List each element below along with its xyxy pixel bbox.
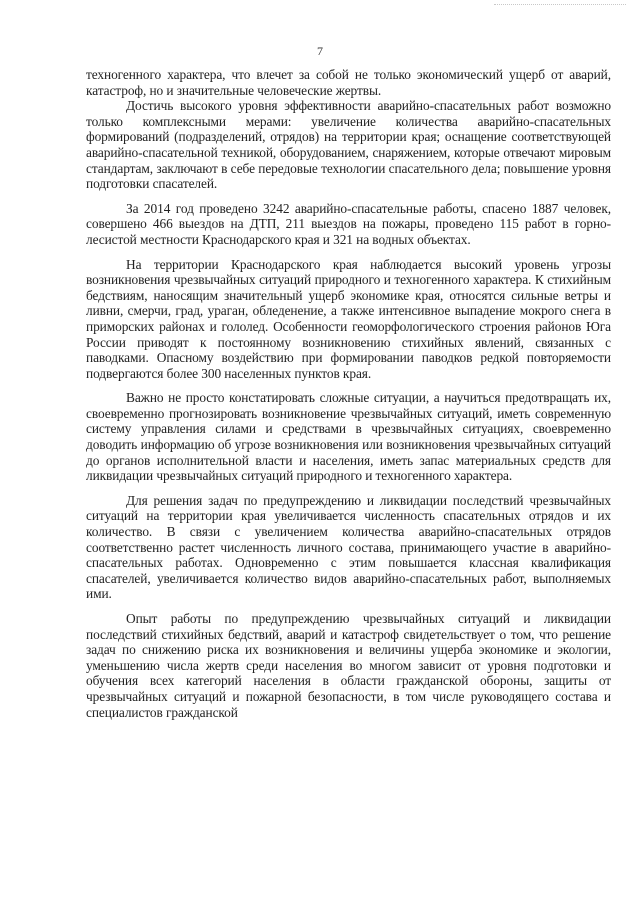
paragraph-training-experience: Опыт работы по предупреждению чрезвычайных ситуаций и ликвидации последствий стихийных бедствий, аварий и катастроф свидетельствует о том, что решение задач по снижению риска их возникновения и величины ущерба экономике и экологии, уменьшению числа жертв среди населения во многом зависит от уровня подготовки и обучения всех категорий населения в области гражданской обороны, защиты от чрезвычайных ситуаций и пожарной безопасности, в том числе руководящего состава и специалистов гражданской [86,611,611,720]
paragraph-rescue-units: Для решения задач по предупреждению и ликвидации последствий чрезвычайных ситуаций на территории края увеличивается численность спасательных отрядов и их количество. В связи с увеличением количества аварийно-спасательных отрядов соответственно растет численность личного состава, принимающего участие в аварийно-спасательных работах. Одновременно с этим повышается классная квалификация спасателей, увеличивается количество видов аварийно-спасательных работ, выполняемых ими. [86,492,611,602]
paragraph-efficiency-measures: Достичь высокого уровня эффективности аварийно-спасательных работ возможно только комплексными мерами: увеличение количества аварийно-спасательных формирований (подразделений, отрядов) на территории края; оснащение соответствующей аварийно-спасательной техникой, оборудованием, снаряжением, которые отвечают мировым стандартам, заключают в себе передовые технологии спасательного дела; повышение уровня подготовки спасателей. [86,98,611,192]
page-number: 7 [317,44,323,58]
paragraph-threat-level: На территории Краснодарского края наблюдается высокий уровень угрозы возникновения чрезвычайных ситуаций природного и техногенного характера. К стихийным бедствиям, наносящим значительный ущерб экономике края, относятся сильные ветры и ливни, смерчи, град, ураган, обледенение, а также интенсивное выпадение мокрого снега в приморских районах и гололед. Особенности геоморфологического строения районов Юга России приводят к постоянному возникновению стихийных явлений, связанных с паводками. Опасному воздействию при формировании паводков редкой повторяемости подвергаются более 300 населенных пунктов края. [86,256,611,381]
body-text [86,67,611,720]
scan-artifact-line [494,4,626,5]
paragraph-2014-statistics: За 2014 год проведено 3242 аварийно-спасательные работы, спасено 1887 человек, совершено 466 выездов на ДТП, 211 выездов на пожары, проведено 115 работ в горно-лесистой местности Краснодарского края и 321 на водных объектах. [86,200,611,247]
paragraph-continuation: техногенного характера, что влечет за собой не только экономический ущерб от аварий, катастроф, но и значительные человеческие жертвы. [86,67,611,98]
paragraph-prevention: Важно не просто констатировать сложные ситуации, а научиться предотвращать их, своевременно прогнозировать возникновение чрезвычайных ситуаций, иметь современную систему управления силами и средствами в чрезвычайных ситуациях, своевременно доводить информацию об угрозе возникновения или возникновения чрезвычайных ситуаций до органов исполнительной власти и населения, иметь запас материальных средств для ликвидации чрезвычайных ситуаций природного и техногенного характера. [86,390,611,484]
